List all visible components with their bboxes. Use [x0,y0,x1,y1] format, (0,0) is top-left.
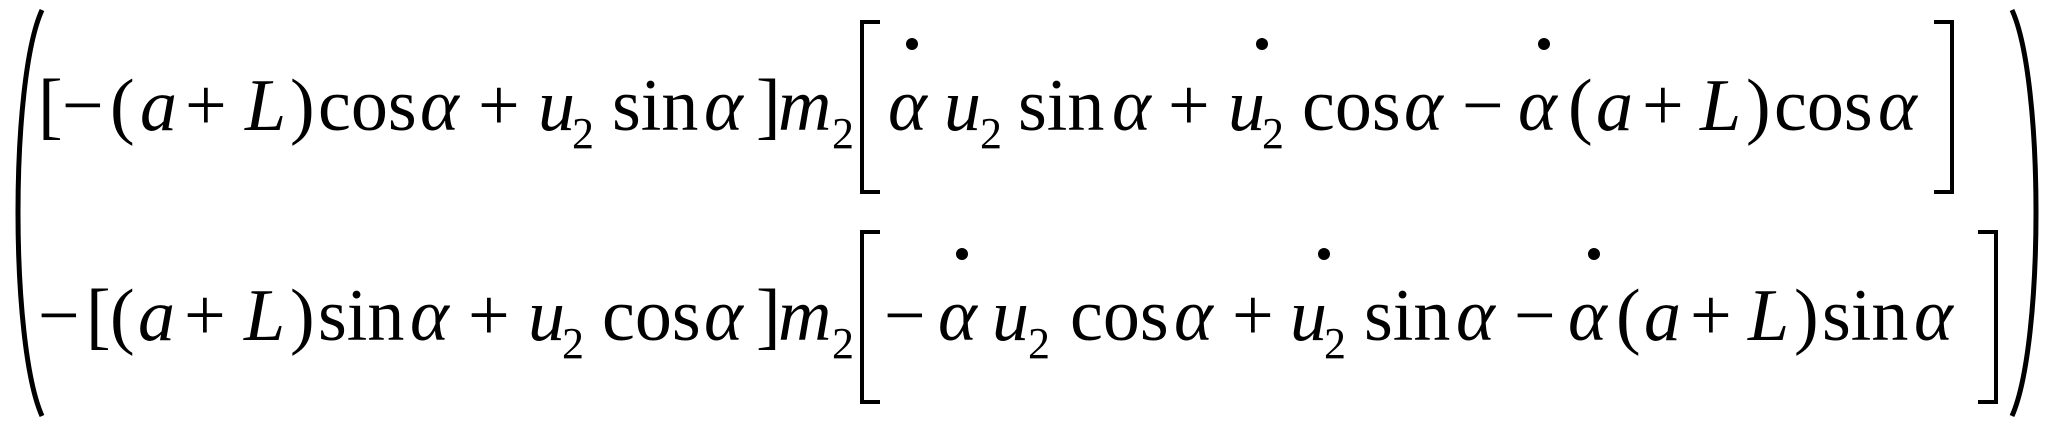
var-alpha: α [704,275,743,357]
var-L: L [1700,65,1742,147]
func-cos: cos [1070,275,1169,357]
var-alpha: α [1112,65,1151,147]
subscript-2: 2 [832,319,854,368]
func-sin: sin [1364,275,1451,357]
var-alpha: α [1404,65,1443,147]
func-cos: cos [318,65,417,147]
var-alpha: α [1174,275,1213,357]
var-L: L [244,275,286,357]
right-paren: ) [290,275,315,357]
right-paren: ) [290,65,315,147]
plus-sign: + [185,65,227,147]
var-a: a [140,65,177,147]
func-cos: cos [602,275,701,357]
big-left-bracket [862,232,880,402]
equation-row-2 [38,232,1996,402]
var-u: u [538,65,575,147]
plus-sign: + [1232,275,1274,357]
var-u: u [992,275,1029,357]
time-derivative-dot [906,38,918,50]
var-a: a [1644,275,1681,357]
big-right-bracket [1934,22,1952,192]
var-u-dot: u [1290,275,1327,357]
minus-sign: − [38,275,80,357]
subscript-2: 2 [1262,109,1284,158]
plus-sign: + [1642,65,1684,147]
subscript-2: 2 [980,109,1002,158]
minus-sign: − [1462,65,1504,147]
subscript-2: 2 [1028,319,1050,368]
plus-sign: + [1168,65,1210,147]
func-sin: sin [1822,275,1909,357]
right-paren: ) [1794,275,1819,357]
func-cos: cos [1774,65,1873,147]
var-L: L [1748,275,1790,357]
time-derivative-dot [1256,38,1268,50]
var-u: u [528,275,565,357]
left-paren: ( [110,275,135,357]
subscript-2: 2 [1324,319,1346,368]
func-sin: sin [1018,65,1105,147]
var-alpha: α [420,65,459,147]
right-bracket: ] [756,275,781,357]
equation-row-1 [38,22,1952,192]
time-derivative-dot [1538,38,1550,50]
subscript-2: 2 [832,109,854,158]
right-paren: ) [1746,65,1771,147]
var-alpha: α [704,65,743,147]
var-a: a [138,275,175,357]
plus-sign: + [184,275,226,357]
func-sin: sin [612,65,699,147]
var-alpha: α [410,275,449,357]
var-alpha-dot: α [888,65,927,147]
var-alpha: α [1456,275,1495,357]
plus-sign: + [468,275,510,357]
plus-sign: + [478,65,520,147]
time-derivative-dot [1318,248,1330,260]
subscript-2: 2 [562,319,584,368]
right-bracket: ] [756,65,781,147]
var-alpha: α [1878,65,1917,147]
minus-sign: − [62,65,104,147]
var-L: L [245,65,287,147]
var-alpha-dot: α [1568,275,1607,357]
var-m: m [778,65,832,147]
var-u: u [944,65,981,147]
big-right-bracket [1978,232,1996,402]
func-sin: sin [318,275,405,357]
left-paren: ( [110,65,135,147]
func-cos: cos [1302,65,1401,147]
var-alpha-dot: α [1518,65,1557,147]
left-bracket: [ [86,275,111,357]
minus-sign: − [884,275,926,357]
left-bracket: [ [38,65,63,147]
minus-sign: − [1514,275,1556,357]
outer-right-paren [2012,10,2036,416]
var-a: a [1596,65,1633,147]
var-alpha: α [1914,275,1953,357]
var-alpha-dot: α [938,275,977,357]
time-derivative-dot [1588,248,1600,260]
big-left-bracket [862,22,880,192]
left-paren: ( [1616,275,1641,357]
subscript-2: 2 [572,109,594,158]
var-u-dot: u [1228,65,1265,147]
time-derivative-dot [956,248,968,260]
left-paren: ( [1568,65,1593,147]
var-m: m [778,275,832,357]
plus-sign: + [1690,275,1732,357]
